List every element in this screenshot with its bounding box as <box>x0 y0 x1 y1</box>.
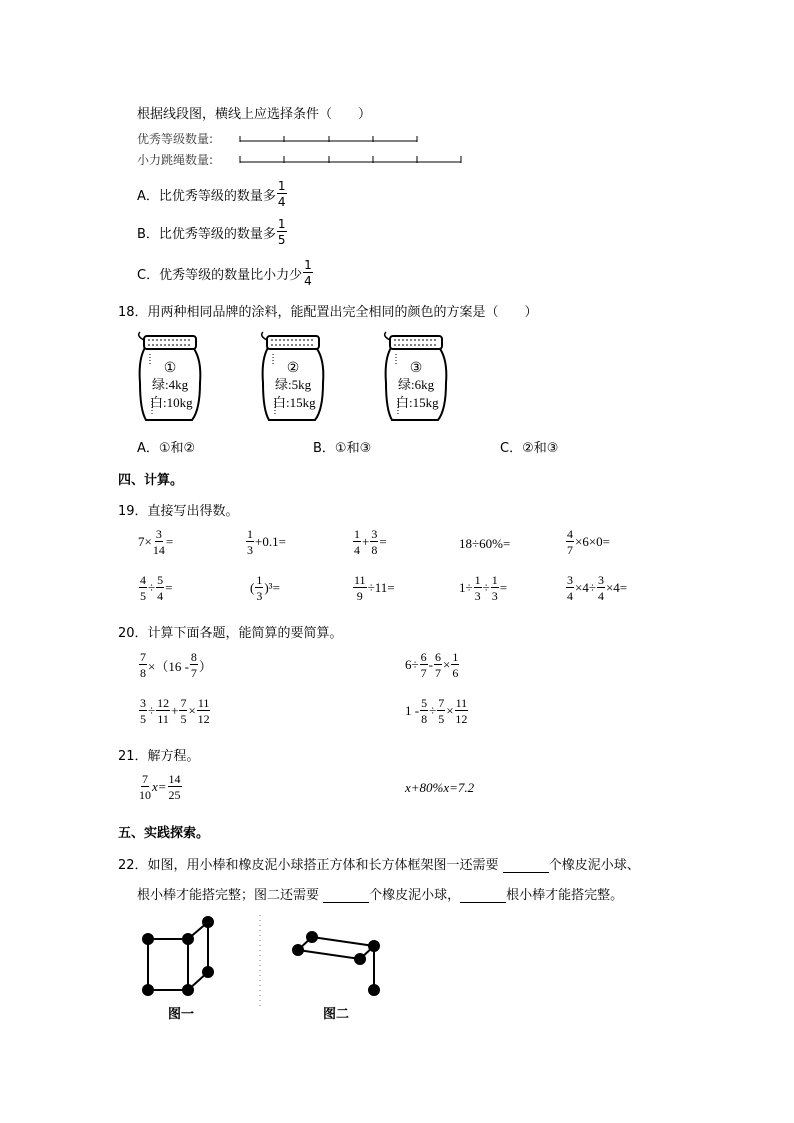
q20-stem: 20．计算下面各题，能简算的要简算。 <box>118 626 343 641</box>
paint-jars <box>130 328 470 428</box>
section-5-heading: 五、实践探索。 <box>118 826 210 841</box>
q22-line-2: 根小棒才能搭完整；图二还需要 个橡皮泥小球， 根小棒才能搭完整。 <box>137 888 624 903</box>
q17-option-a: A．比优秀等级的数量多 $\frac{1}{4}$ <box>137 179 286 209</box>
q19-r1-e2: $\frac{1}{3}$ +0.1= <box>247 527 286 557</box>
q18-option-a: A．①和② <box>137 441 196 456</box>
figure-1-label: 图一 <box>168 1006 195 1021</box>
jar-3-green: 绿:6kg <box>398 377 435 392</box>
answer-blank-2[interactable] <box>323 890 369 903</box>
jar-1 <box>139 332 201 420</box>
q19-r2-e2: ( $\frac{1}{3}$ )³= <box>250 573 280 603</box>
q19-r1-e4: 18÷60%= <box>459 536 511 551</box>
q21-stem: 21．解方程。 <box>118 749 200 764</box>
q19-r2-e5: $\frac{3}{4}$ ×4÷ $\frac{3}{4}$ ×4= <box>567 573 628 603</box>
answer-blank-1[interactable] <box>503 860 549 873</box>
answer-blank-3[interactable] <box>460 890 506 903</box>
q19-stem: 19．直接写出得数。 <box>118 504 239 519</box>
q20-a: $\frac{7}{8}$ ×（16 - $\frac{8}{7}$ ） <box>140 650 212 680</box>
bar2-label: 小力跳绳数量: <box>137 153 214 167</box>
jar-3-white: 白:15kg <box>396 395 439 410</box>
bar1-label: 优秀等级数量: <box>137 132 214 146</box>
jar-2-green: 绿:5kg <box>275 377 312 392</box>
jar-3-number: ③ <box>409 361 423 376</box>
q19-r2-e1: $\frac{4}{5}$ ÷ $\frac{5}{4}$ = <box>140 573 173 603</box>
figure-2-label: 图二 <box>323 1006 350 1021</box>
q19-r1-e1: 7× $\frac{3}{14}$ = <box>138 527 174 557</box>
section-4-heading: 四、计算。 <box>118 473 184 488</box>
jar-1-green: 绿:4kg <box>152 377 189 392</box>
q22-line-1: 22．如图，用小棒和橡皮泥小球搭正方体和长方体框架图一还需要 个橡皮泥小球、 <box>118 858 640 873</box>
jar-2-white: 白:15kg <box>273 395 316 410</box>
q21-a: $\frac{7}{10}$ x= $\frac{14}{25}$ <box>139 772 181 802</box>
q18-stem: 18．用两种相同品牌的涂料，能配置出完全相同的颜色的方案是（ ） <box>118 305 538 320</box>
q20-c: $\frac{3}{5}$ ÷ $\frac{12}{11}$ + $\frac{7}{5}$ × $\frac{11}{12}$ <box>140 696 210 726</box>
jar-2 <box>262 332 324 420</box>
q20-b: 6÷ $\frac{6}{7}$ - $\frac{6}{7}$ × $\frac{1}{6}$ <box>405 650 459 680</box>
q20-d: 1 - $\frac{5}{8}$ ÷ $\frac{7}{5}$ × $\frac{11}{12}$ <box>405 696 468 726</box>
q21-b: x+80%x=7.2 <box>405 780 475 795</box>
q19-r1-e3: $\frac{1}{4}$ + $\frac{3}{8}$ = <box>354 527 387 557</box>
frame-figures <box>136 910 388 1025</box>
jar-1-white: 白:10kg <box>150 395 193 410</box>
q19-r2-e3: $\frac{11}{9}$ ÷11= <box>354 573 395 603</box>
jar-3 <box>385 332 447 420</box>
jar-1-number: ① <box>163 361 177 376</box>
q17-option-b: B．比优秀等级的数量多 $\frac{1}{5}$ <box>137 217 286 247</box>
q19-r2-e4: 1÷ $\frac{1}{3}$ ÷ $\frac{1}{3}$ = <box>459 573 508 603</box>
q18-option-c: C．②和③ <box>500 441 559 456</box>
q19-r1-e5: $\frac{4}{7}$ ×6×0= <box>567 527 610 557</box>
segment-diagram <box>236 130 466 170</box>
jar-2-number: ② <box>286 361 300 376</box>
q17-option-c: C．优秀等级的数量比小力少 $\frac{1}{4}$ <box>137 258 312 288</box>
q18-option-b: B．①和③ <box>313 441 372 456</box>
q17-stem: 根据线段图，横线上应选择条件（ ） <box>137 107 372 122</box>
